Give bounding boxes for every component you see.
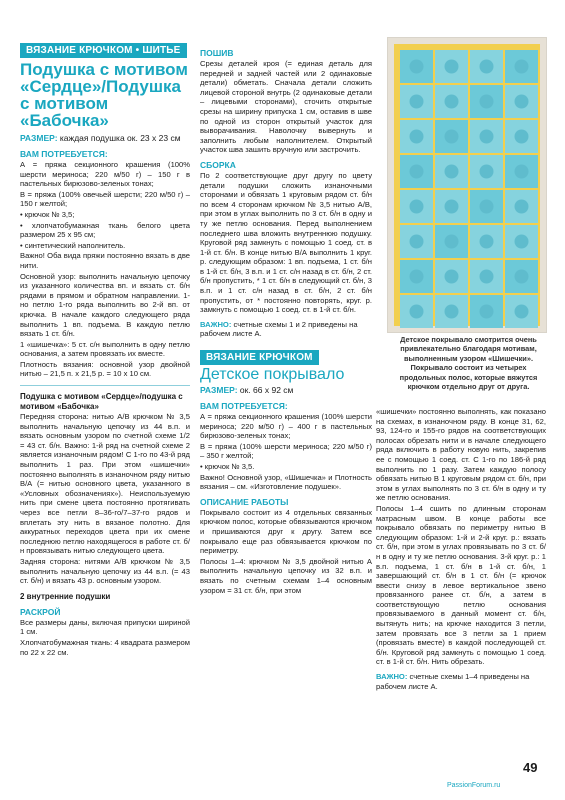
motif-shape bbox=[445, 165, 459, 179]
important-note-2: Важно! Основной узор, «Шишечка» и Плотность вязания – см. «Изготовление подушек». bbox=[200, 472, 372, 492]
motif-shape bbox=[410, 235, 424, 249]
right-column bbox=[376, 407, 546, 691]
note-text-2: счетные схемы 1–4 приведены на рабочем листе А. bbox=[376, 672, 530, 691]
blanket-illustration bbox=[388, 38, 546, 332]
motif-shape bbox=[410, 95, 424, 109]
divider bbox=[20, 385, 190, 386]
shishechka-text: 1 «шишечка»: 5 ст. с/н выполнить в одну петлю основания, а затем провязать их вместе. bbox=[20, 339, 190, 359]
motif-shape bbox=[480, 165, 494, 179]
note-label: ВАЖНО: bbox=[200, 319, 232, 329]
motif-shape bbox=[410, 165, 424, 179]
photo-caption: Детское покрывало смотрится очень привлекательно благодаря мотивам, выполненным узором «Шишечки». Покрывало состоит из четырех продольных полос, которые вяжутся крючком отдельно друг от друга. bbox=[399, 335, 538, 392]
cotton-text: Хлопчатобумажная ткань: 4 квадрата размером по 22 х 22 см. bbox=[20, 637, 190, 657]
motif-shape bbox=[515, 270, 529, 284]
note-text: счетные схемы 1 и 2 приведены на рабочем листе А. bbox=[200, 319, 358, 339]
sewing-heading: ПОШИВ bbox=[200, 48, 234, 58]
blanket-photo bbox=[387, 37, 547, 333]
size-value: каждая подушка ок. 23 х 23 см bbox=[57, 133, 181, 143]
article-title: Подушка с мотивом «Сердце»/Подушка с мотивом «Бабочка» bbox=[20, 60, 188, 130]
material-c: • крючок № 3,5; bbox=[20, 209, 75, 219]
motif-shape bbox=[410, 60, 424, 74]
front-side-text: Передняя сторона: нитью А/В крючком № 3,5 выполнить начальную цепочку из 44 в.п. и вязать основным узором по счетной схеме 1/2 = 43 ст. б/н. Важно: 1-й ряд на счетной схеме 2 является изнаночным рядом! С 1-го по 43-й ряд выполнить 1 раз. При этом «шишечки» постоянно выполнять в изнаночном ряду нитью В/А (= нитью основного цвета, указанного в «Условных обозначениях»). Неиспользуемую нить при смене цвета постоянно протягивать через все петли 8–36-го/7–37-го рядов и вплетать эту нить в вязаное полотно. Для аккуратных переходов цвета при их смене последнюю петлю находящегося в работе ст. б/н провязывать нитью следующего цвета. bbox=[20, 412, 190, 556]
motif-shape bbox=[480, 60, 494, 74]
page-number: 49 bbox=[523, 760, 538, 775]
description-text-2: Полосы 1–4: крючком № 3,5 двойной нитью А выполнить начальную цепочку из 32 в.п. и вязать по счетным схемам 1–4 основным узором = 31 ст. б/н, при этом bbox=[200, 556, 372, 595]
motif-shape bbox=[515, 200, 529, 214]
material2-b: В = пряжа (100% шерсти мериноса; 220 м/50 г) – 350 г желтой; bbox=[200, 441, 372, 461]
pillow-subtitle: Подушка с мотивом «Сердце»/подушка с мотивом «Бабочка» bbox=[20, 392, 183, 412]
motif-shape bbox=[480, 130, 494, 144]
note-line-2 bbox=[376, 672, 546, 691]
motif-shape bbox=[445, 60, 459, 74]
density-text: Плотность вязания: основной узор двойной нитью – 21,5 п. х 21,5 р. = 10 х 10 см. bbox=[20, 359, 190, 379]
motif-shape bbox=[410, 200, 424, 214]
footer-watermark: PassionForum.ru bbox=[447, 782, 501, 789]
motif-shape bbox=[445, 95, 459, 109]
basic-pattern: Основной узор: выполнить начальную цепочку из указанного количества вп. и вязать ст. б/н рядами в прямом и обратном направлении. 1-но петлю 1-го ряда выполнить во 2-й вп. от крючка. В начале каждого следующего ряда выполнить 1 вп. подъема. В каждую петлю вязать 1 ст. б/н. bbox=[20, 271, 190, 339]
materials-heading-2: ВАМ ПОТРЕБУЕТСЯ: bbox=[200, 401, 288, 412]
description-heading: ОПИСАНИЕ РАБОТЫ bbox=[200, 496, 289, 507]
size-label: РАЗМЕР: bbox=[20, 133, 58, 143]
motif-shape bbox=[445, 305, 459, 319]
motif-shape bbox=[445, 200, 459, 214]
assembly-heading: СБОРКА bbox=[200, 159, 236, 170]
motif-shape bbox=[515, 165, 529, 179]
material-b: В = пряжа (100% овечьей шерсти; 220 м/50 г) – 150 г желтой; bbox=[20, 189, 190, 209]
description-text-1: Покрывало состоит из 4 отдельных связанных крючком полос, которые обвязываются крючком и пришиваются друг к другу. Затем все покрывало еще раз обвязывается крючком по периметру. bbox=[200, 507, 372, 556]
motif-shape bbox=[515, 305, 529, 319]
motif-shape bbox=[445, 235, 459, 249]
motif-shape bbox=[480, 200, 494, 214]
motif-shape bbox=[480, 95, 494, 109]
motif-shape bbox=[445, 130, 459, 144]
motif-shape bbox=[480, 235, 494, 249]
motif-shape bbox=[515, 130, 529, 144]
material2-c: • крючок № 3,5. bbox=[200, 462, 255, 471]
section-banner: ВЯЗАНИЕ КРЮЧКОМ • ШИТЬЕ bbox=[20, 43, 187, 58]
note-label-2: ВАЖНО: bbox=[376, 672, 408, 682]
blanket-title: Детское покрывало bbox=[200, 366, 345, 384]
size-value-2: ок. 66 х 92 см bbox=[237, 385, 294, 396]
joining-text: Полосы 1–4 сшить по длинным сторонам матрасным швом. В конце работы все покрывало обвязать по периметру нитью В следующим образом: 1-й и 2-й круг. р.: вязать ст. б/н, при этом в углах провязывать по 3 ст. б/н в одну и ту же петлю основания. 3-й круг. р.: 1 в.п. подъема, 1 ст. б/н в 1-й ст. б/н, 1 завершающий ст. б/н в 1 ст. б/н (= крючок ввести снизу в левое вертикальное звено провязанного ранее ст. б/н, а затем в соответствующую петлю основания провязываемого в данный момент ст. б/н, вытянуть нить; на крючке находится 3 петли, затем провязать все 3 петли за 1 прием (провязать вместе) в каждой последующей ст. б/н. Круговой ряд замкнуть с помощью 1 соед. ст. в 1-й ст. б/н. Нить обрезать. bbox=[376, 503, 546, 667]
motif-shape bbox=[515, 60, 529, 74]
inner-pillows-title: 2 внутренние подушки bbox=[20, 591, 111, 601]
materials-heading: ВАМ ПОТРЕБУЕТСЯ: bbox=[20, 149, 108, 159]
important-note: Важно! Оба вида пряжи постоянно вязать в две нити. bbox=[20, 251, 190, 270]
motif-shape bbox=[480, 305, 494, 319]
motif-shape bbox=[410, 130, 424, 144]
material-d: • хлопчатобумажная ткань белого цвета размером 25 х 95 см; bbox=[20, 220, 190, 240]
motif-shape bbox=[410, 270, 424, 284]
assembly-text: По 2 соответствующие друг другу по цвету детали подушки сложить изнаночными сторонами и обвязать 1 круговым рядом ст. б/н по всем 4 сторонам крючком № 3,5 нитью А/В, при этом в углах выполнить по 3 ст. б/н в одну и ту же петлю основания. Перед выполнением последнего шва вложить внутреннюю подушку. Круговой ряд замкнуть с помощью 1 соед. ст. в 1-й ст. б/н. В конце нитью В/А выполнить 1 круг. р. следующим образом: 1 вп. подъема, 1 ст. б/н в 1-й ст. б/н, 3 в.п. и 1 ст. с/н назад в ст. б/н, 2 ст. б/н пропустить, * 1 ст. б/н в следующий ст. б/н, 3 в.п. и 1 ст. с/н назад в ст. б/н, 2 ст. б/н пропустить, от * постоянно повторять, круг. р. замкнуть с помощью 1 соед. ст. в 1-й ст. б/н. bbox=[200, 170, 372, 315]
material-e: • синтетический наполнитель. bbox=[20, 240, 126, 250]
motif-shape bbox=[445, 270, 459, 284]
motif-shape bbox=[480, 270, 494, 284]
continuation-text: «шишечки» постоянно выполнять, как показано на схемах, в изнаночном ряду. В конце 31, 62, 93, 124-го и 155-го рядов на соответствующих полосах обрезать нити и в начале следующего ряда включить в работу новую нить, закрепив ее с помощью 1 соед. ст. С 1-го по 186-й ряд выполнить по 1 разу. Затем каждую полосу обвязать нитью В 1 круговым рядом ст. б/н, при этом в углах выполнять по 3 ст. б/н в одну и ту же петлю основания. bbox=[376, 407, 546, 503]
motif-shape bbox=[515, 235, 529, 249]
motif-shape bbox=[515, 95, 529, 109]
size-label-2: РАЗМЕР: bbox=[200, 385, 238, 396]
note-line bbox=[200, 320, 372, 339]
cut-heading: РАСКРОЙ bbox=[20, 606, 61, 617]
material-a: А = пряжа секционного крашения (100% шерсти мериноса; 220 м/50 г) – 150 г в пастельных бирюзово-зеленых тонах; bbox=[20, 160, 190, 189]
size-line-2 bbox=[200, 385, 372, 395]
middle-column bbox=[200, 48, 372, 596]
size-line bbox=[20, 133, 190, 143]
cut-text: Все размеры даны, включая припуски шириной 1 см. bbox=[20, 617, 190, 637]
back-side-text: Задняя сторона: нитями А/В крючком № 3,5 выполнить начальную цепочку из 44 в.п. (= 43 ст. б/н) и вязать 43 р. основным узором. bbox=[20, 556, 190, 586]
sewing-text: Срезы деталей кроя (= единая деталь для передней и задней частей или 2 одинаковые детали) обметать. Сначала детали сложить лицевой стороной внутрь (2 одинаковые детали – лицевыми сторонами), сточить открытые срезы на ширину припуска 1 см, оставив в шве по одной из сторон открытый участок для выворачивания. Наволочку вывернуть и заполнить любым наполнителем. Открытый участок шва зашить вручную или застрочить. bbox=[200, 59, 372, 155]
material2-a: А = пряжа секционного крашения (100% шерсти мериноса; 220 м/50 г) – 400 г в пастельных бирюзово-зеленых тонах; bbox=[200, 412, 372, 441]
left-column bbox=[20, 40, 190, 658]
motif-shape bbox=[410, 305, 424, 319]
section-banner-2: ВЯЗАНИЕ КРЮЧКОМ bbox=[200, 350, 319, 365]
